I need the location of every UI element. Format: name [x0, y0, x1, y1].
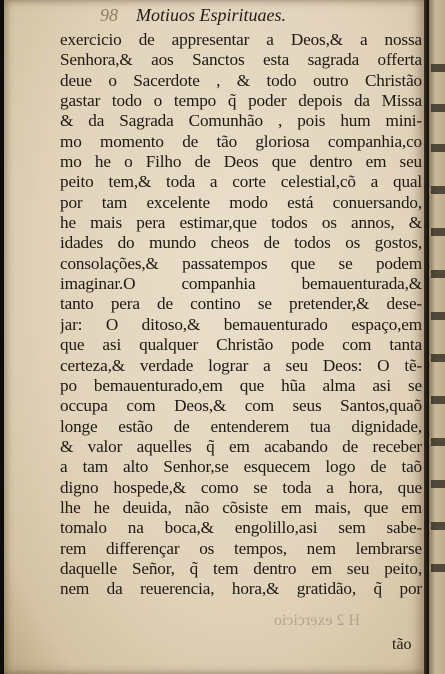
text-line: & valor aquelles q̃ em acabando de receber: [60, 436, 422, 456]
body-text: [60, 30, 422, 600]
adjacent-page-edge: [429, 0, 445, 674]
text-line: longe estão de entenderem tua dignidade,: [60, 416, 422, 436]
catchword: tão: [392, 636, 412, 653]
text-line: mo he o Filho de Deos que dentro em seu: [60, 152, 422, 172]
text-line: gastar todo o tempo q̃ poder depois da Missa: [60, 91, 422, 111]
text-line: a tam alto Senhor,se esquecem logo de taõ: [60, 457, 422, 477]
text-line: imaginar.O companhia bemauenturada,&: [60, 274, 422, 294]
text-line: lhe he deuida, não cõsiste em mais, que em: [60, 497, 422, 517]
text-line: consolações,& passatempos que se podem: [60, 253, 422, 273]
text-line: rem differençar os tempos, nem lembrarse: [60, 538, 422, 558]
book-page: [4, 0, 425, 674]
page-number: 98: [100, 5, 118, 25]
text-line: tomalo na boca,& engolillo,asi sem sabe-: [60, 518, 422, 538]
text-line: Senhora,& aos Sanctos esta sagrada offerta: [60, 50, 422, 70]
text-line: digno hospede,& como se toda a hora, que: [60, 477, 422, 497]
text-line: & da Sagrada Comunhão , pois hum mini-: [60, 111, 422, 131]
page-header: [4, 4, 425, 30]
text-line: mo momento de tão gloriosa companhia,co: [60, 131, 422, 151]
running-title: Motiuos Espirituaes.: [136, 5, 287, 25]
text-line: jar: O ditoso,& bemauenturado espaço,em: [60, 314, 422, 334]
text-line: por tam excelente modo está conuersando,: [60, 192, 422, 212]
text-line: daquelle Señor, q̃ tem dentro em seu peito,: [60, 558, 422, 578]
text-line: que asi qualquer Christão pode com tanta: [60, 335, 422, 355]
show-through-text: H 2 exercicio: [273, 612, 360, 629]
text-line: po bemauenturado,em que hũa alma asi se: [60, 375, 422, 395]
text-line: tanto pera de contino se pretender,& dese-: [60, 294, 422, 314]
text-line: exercicio de appresentar a Deos,& a nossa: [60, 30, 422, 49]
text-line: occupa com Deos,& com seus Santos,quaõ: [60, 396, 422, 416]
text-line: peito tem,& toda a corte celestial,cõ a qual: [60, 172, 422, 192]
text-line: deue o Sacerdote , & todo outro Christão: [60, 70, 422, 90]
text-line: he mais pera estimar,que todos os annos, &: [60, 213, 422, 233]
text-line: nem da reuerencia, hora,& gratidão, q̃ por: [60, 579, 422, 599]
text-line: certeza,& verdade lograr a seu Deos: O tẽ-: [60, 355, 422, 375]
text-line: idades do mundo cheos de todos os gostos,: [60, 233, 422, 253]
